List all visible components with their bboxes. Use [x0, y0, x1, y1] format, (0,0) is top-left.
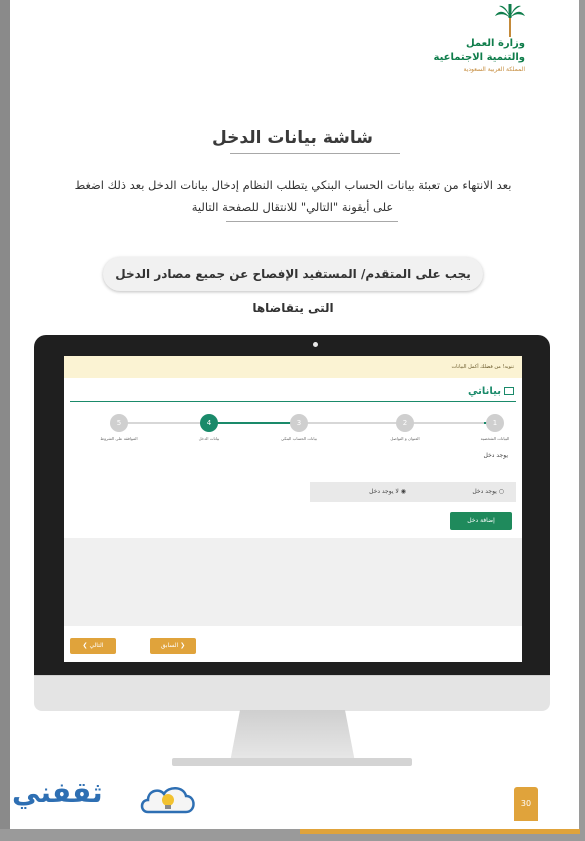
step-3[interactable]: 3: [290, 414, 308, 432]
calendar-icon: [504, 387, 514, 395]
step-2[interactable]: 2: [396, 414, 414, 432]
warning-banner: تنويه! من فضلك أكمل البيانات: [64, 356, 522, 378]
monitor-base: [172, 758, 412, 766]
step-4-label: بيانات الدخل: [198, 436, 220, 441]
instruction-line-2: على أيقونة "التالي" للانتقال للصفحة التالية: [191, 200, 394, 214]
page-bottom-bar: [0, 829, 585, 841]
brand-logo-text: ثقفني: [12, 776, 103, 809]
step-5-label: الموافقة على الشروط: [100, 436, 138, 441]
page-left-edge: [0, 0, 10, 841]
page-number: 30: [514, 787, 538, 821]
logo-line-2: والتنمية الاجتماعية: [433, 52, 525, 63]
camera-dot: [313, 342, 318, 347]
section-title-text: بياناتي: [468, 386, 501, 397]
next-button[interactable]: التالي ❯: [70, 638, 116, 654]
previous-button[interactable]: ❮ السابق: [150, 638, 196, 654]
page-title: شاشة بيانات الدخل: [212, 128, 373, 148]
step-1[interactable]: 1: [486, 414, 504, 432]
page-right-edge: [579, 0, 585, 841]
monitor-stand: [230, 710, 355, 762]
income-question: يوجد دخل: [483, 452, 508, 459]
section-title: [468, 386, 514, 397]
step-3-label: بيانات الحساب البنكي: [281, 436, 317, 441]
income-panel: [64, 538, 522, 626]
palm-tree-icon: [493, 4, 527, 38]
title-underline: [230, 153, 400, 154]
monitor-chin: [34, 675, 550, 711]
monitor-screen: [64, 356, 522, 662]
section-rule: [70, 401, 516, 402]
step-1-label: البيانات الشخصية: [480, 436, 510, 441]
step-4[interactable]: 4: [200, 414, 218, 432]
logo-line-3: المملكة العربية السعودية: [463, 66, 525, 73]
instruction-underline: [226, 221, 398, 222]
logo-line-1: وزارة العمل: [466, 38, 525, 49]
instruction-line-1: بعد الانتهاء من تعبئة بيانات الحساب البنكي يتطلب النظام إدخال بيانات الدخل بعد ذلك اضغط: [74, 178, 512, 192]
step-2-label: العنوان و التواصل: [390, 436, 420, 441]
lightbulb-icon: [138, 782, 198, 820]
disclosure-note: يجب على المتقدم/ المستفيد الإفصاح عن جميع مصادر الدخل التى يتقاضاها: [103, 257, 483, 291]
step-5[interactable]: 5: [110, 414, 128, 432]
radio-has-income[interactable]: ○ يوجد دخل: [472, 488, 504, 495]
radio-no-income[interactable]: ◉ لا يوجد دخل: [369, 488, 406, 495]
bottom-accent: [300, 829, 580, 834]
income-radio-group: [310, 482, 516, 502]
add-income-button[interactable]: إضافة دخل: [450, 512, 512, 530]
